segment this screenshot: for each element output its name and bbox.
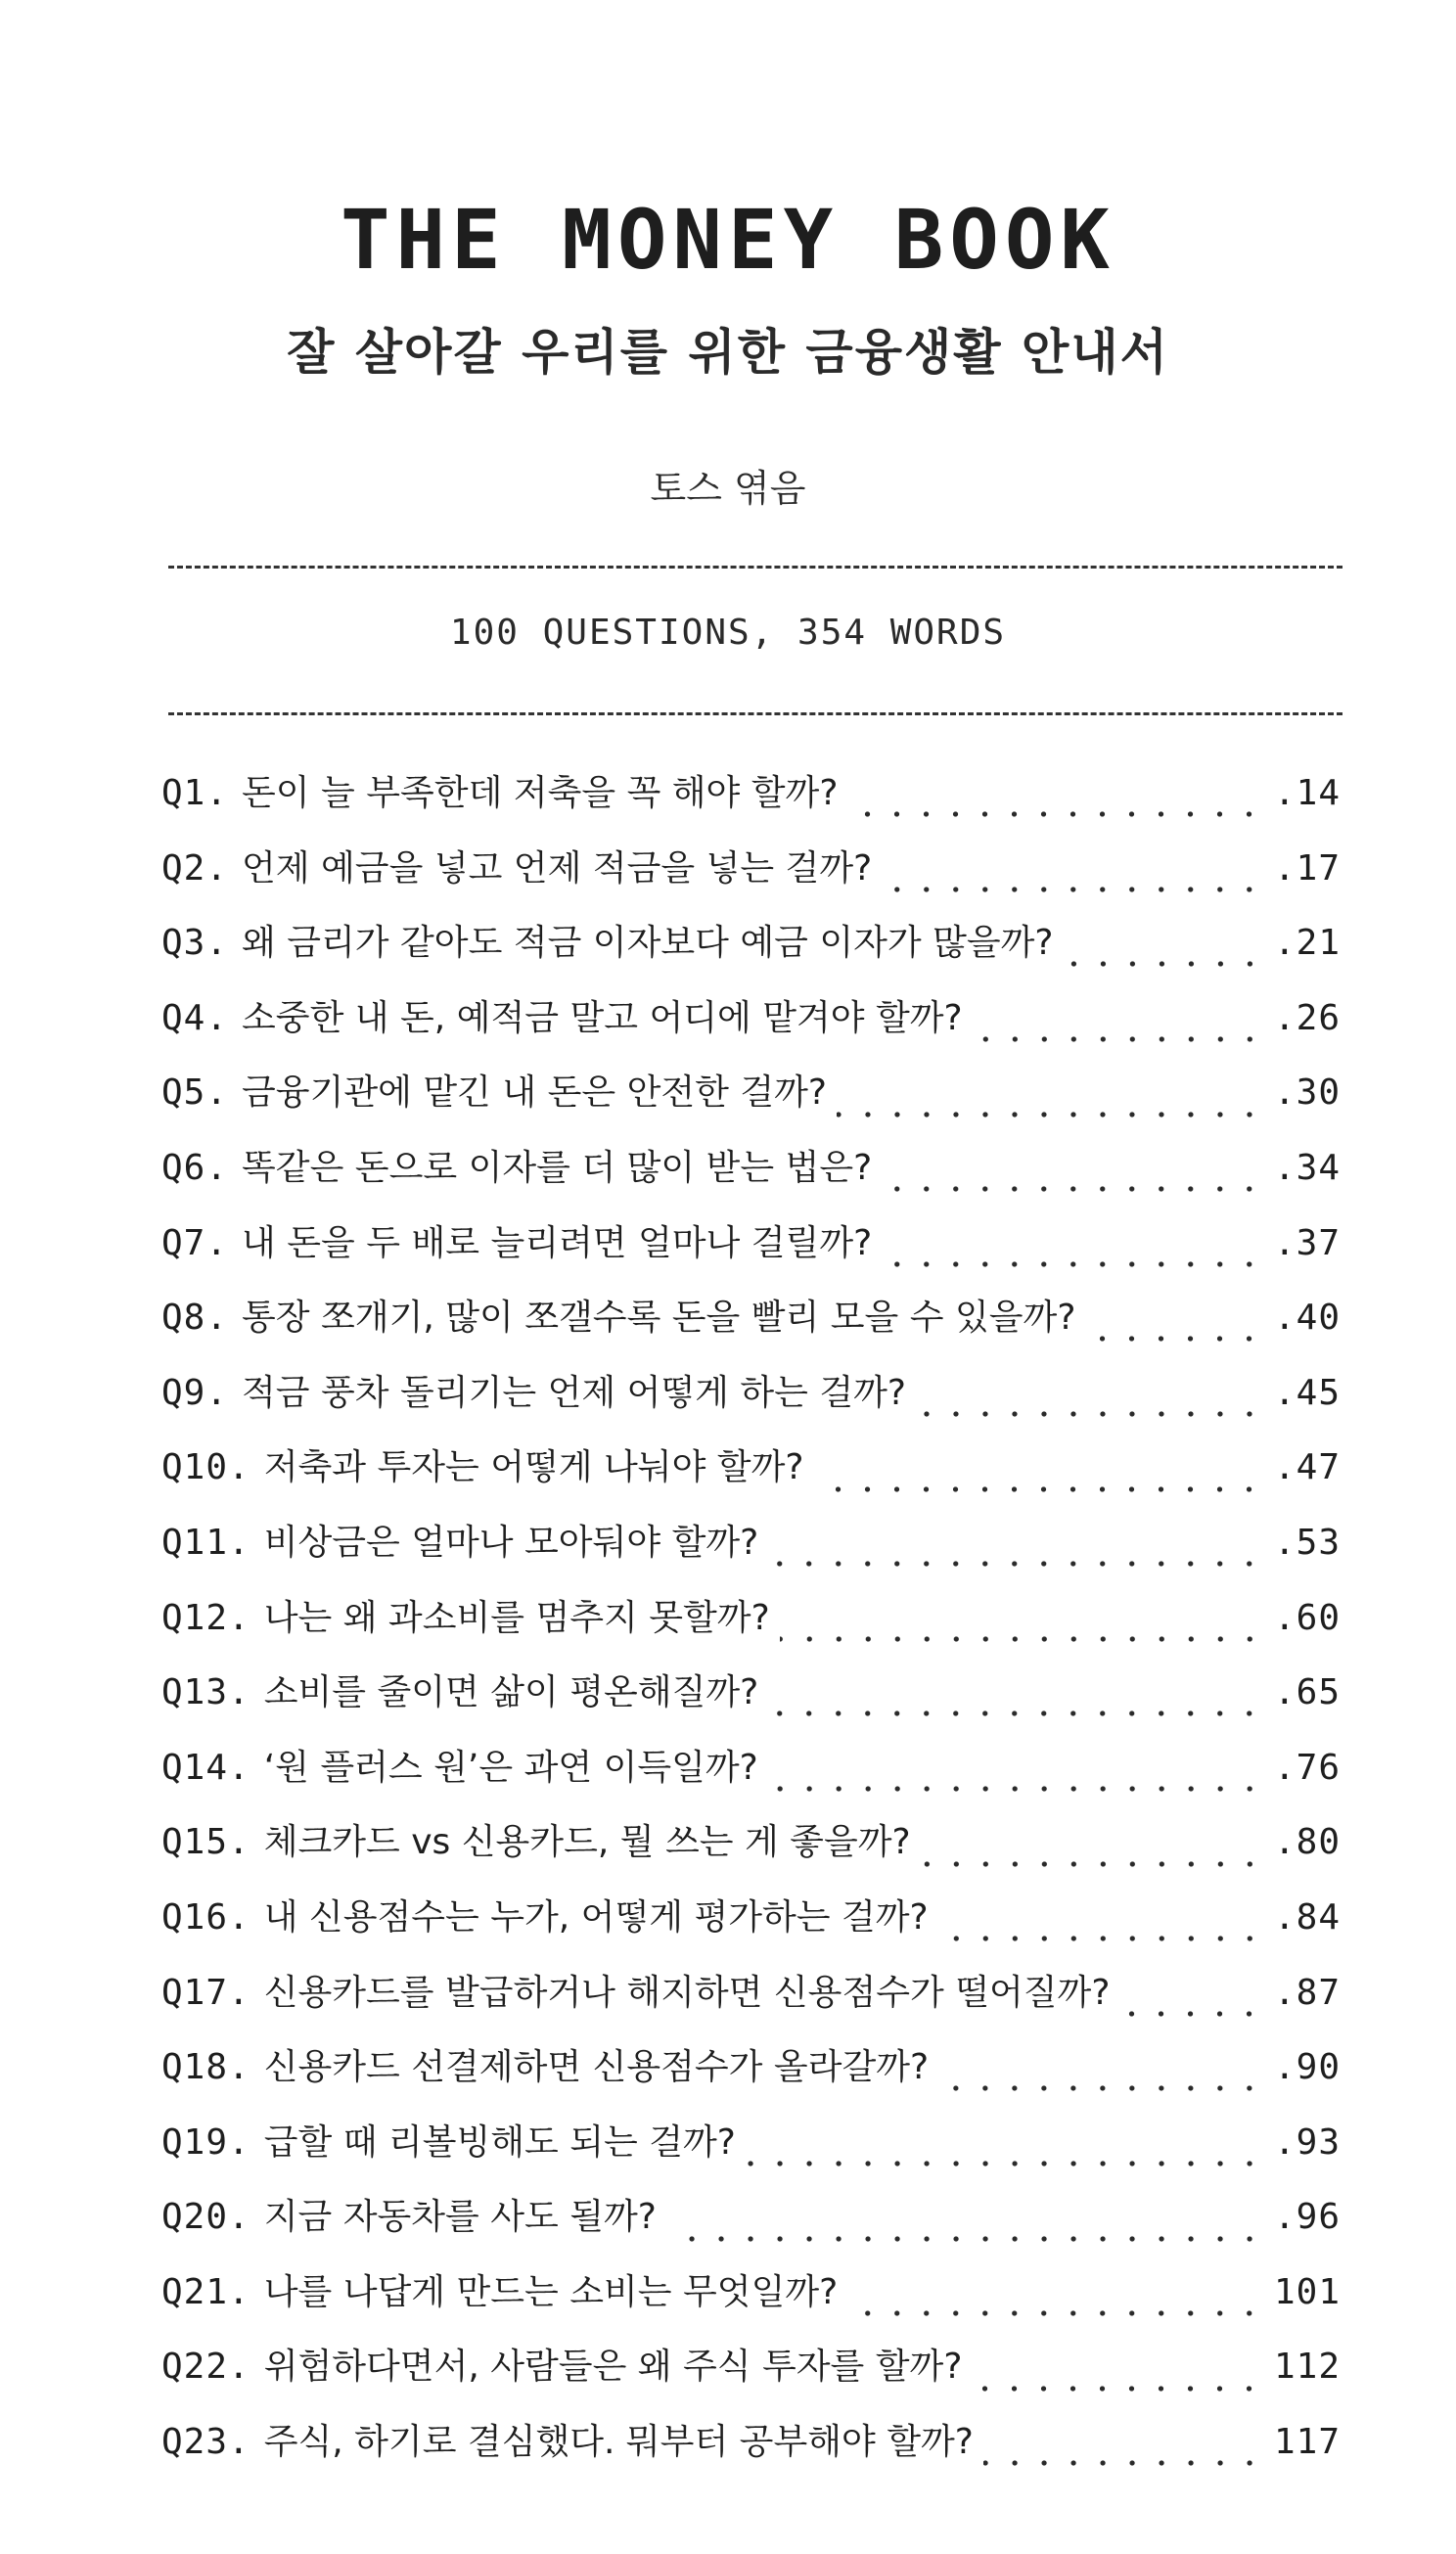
toc-entry — [161, 1215, 1341, 1291]
question-number: Q3. — [161, 923, 229, 964]
question-number: Q13. — [161, 1672, 250, 1713]
question-text: 나를 나답게 만드는 소비는 무엇일까? — [263, 2271, 839, 2312]
question-number: Q1. — [161, 773, 229, 813]
question-number: Q14. — [161, 1747, 250, 1788]
toc-entry — [161, 990, 1341, 1066]
question-number: Q5. — [161, 1072, 229, 1114]
question-text: 신용카드를 발급하거나 해지하면 신용점수가 떨어질까? — [263, 1972, 1111, 2013]
toc-entry — [161, 2264, 1341, 2340]
question-text: 통장 쪼개기, 많이 쪼갤수록 돈을 빨리 모을 수 있을까? — [242, 1298, 1076, 1339]
question-text: 지금 자동차를 사도 될까? — [263, 2197, 657, 2238]
page-number: .21 — [1273, 923, 1341, 964]
dashed-divider-top — [168, 566, 1342, 569]
page-number: .14 — [1273, 773, 1341, 813]
question-number: Q22. — [161, 2347, 250, 2388]
dot-leader — [837, 1112, 1264, 1117]
page-number: .76 — [1273, 1747, 1341, 1788]
dot-leader — [1064, 961, 1264, 967]
dot-leader — [847, 811, 1264, 817]
page-number: 101 — [1273, 2271, 1341, 2312]
question-number: Q2. — [161, 847, 229, 889]
question-text: ‘원 플러스 원’은 과연 이득일까? — [263, 1747, 758, 1788]
dot-leader — [768, 1786, 1264, 1792]
question-number: Q16. — [161, 1896, 250, 1938]
toc-entry — [161, 1439, 1341, 1515]
dot-leader — [916, 1411, 1264, 1417]
page-number: .40 — [1273, 1298, 1341, 1339]
toc-entry — [161, 2039, 1341, 2115]
question-text: 언제 예금을 넣고 언제 적금을 넣는 걸까? — [242, 847, 873, 889]
question-number: Q6. — [161, 1147, 229, 1188]
question-text: 위험하다면서, 사람들은 왜 주식 투자를 할까? — [263, 2347, 963, 2388]
toc-entry — [161, 1965, 1341, 2040]
toc-entry — [161, 1290, 1341, 1365]
page-number: .37 — [1273, 1222, 1341, 1263]
dot-leader — [813, 1486, 1264, 1492]
page-number: .30 — [1273, 1072, 1341, 1114]
question-text: 소비를 줄이면 삶이 평온해질까? — [263, 1672, 759, 1713]
question-text: 똑같은 돈으로 이자를 더 많이 받는 법은? — [242, 1147, 873, 1188]
dashed-divider-bottom — [168, 712, 1342, 715]
toc-entry — [161, 1665, 1341, 1740]
question-number: Q18. — [161, 2047, 250, 2088]
dot-leader — [972, 2386, 1264, 2392]
page-number: .53 — [1273, 1522, 1341, 1563]
question-number: Q23. — [161, 2422, 250, 2463]
dot-leader — [983, 2460, 1264, 2466]
book-editor: 토스 엮음 — [650, 467, 806, 510]
page-number: .26 — [1273, 997, 1341, 1038]
question-number: Q17. — [161, 1972, 250, 2013]
dot-leader — [847, 2310, 1264, 2316]
dot-leader — [1085, 1336, 1264, 1342]
dot-leader — [1119, 2011, 1264, 2017]
book-subtitle: 잘 살아갈 우리를 위한 금융생활 안내서 — [287, 324, 1169, 381]
page-number: .84 — [1273, 1896, 1341, 1938]
dot-leader — [780, 1636, 1264, 1642]
dot-leader — [768, 1710, 1264, 1716]
dot-leader — [882, 887, 1264, 892]
toc-entry — [161, 1140, 1341, 1215]
question-text: 신용카드 선결제하면 신용점수가 올라갈까? — [263, 2047, 930, 2088]
dot-leader — [973, 1036, 1264, 1042]
question-text: 내 돈을 두 배로 늘리려면 얼마나 걸릴까? — [242, 1222, 873, 1263]
dot-leader — [666, 2236, 1264, 2242]
dot-leader — [882, 1186, 1264, 1192]
toc-entry — [161, 915, 1341, 990]
question-text: 저축과 투자는 어떻게 나눠야 할까? — [263, 1447, 804, 1488]
toc-entry — [161, 1740, 1341, 1815]
question-number: Q9. — [161, 1372, 229, 1413]
book-title: THE MONEY BOOK — [340, 192, 1115, 289]
question-number: Q15. — [161, 1822, 250, 1863]
question-number: Q21. — [161, 2271, 250, 2312]
page-number: 112 — [1273, 2347, 1341, 2388]
page-number: .34 — [1273, 1147, 1341, 1188]
dot-leader — [938, 2085, 1264, 2091]
question-text: 비상금은 얼마나 모아둬야 할까? — [263, 1522, 759, 1563]
question-number: Q19. — [161, 2121, 250, 2163]
dot-leader — [938, 1936, 1264, 1941]
page-number: 117 — [1273, 2422, 1341, 2463]
question-count: 100 QUESTIONS, 354 WORDS — [449, 613, 1007, 653]
question-number: Q8. — [161, 1298, 229, 1339]
page-number: .60 — [1273, 1597, 1341, 1638]
question-text: 소중한 내 돈, 예적금 말고 어디에 맡겨야 할까? — [242, 997, 963, 1038]
question-text: 돈이 늘 부족한데 저축을 꼭 해야 할까? — [242, 773, 839, 813]
page-number: .47 — [1273, 1447, 1341, 1488]
toc-entry — [161, 1365, 1341, 1440]
page-number: .45 — [1273, 1372, 1341, 1413]
question-number: Q7. — [161, 1222, 229, 1263]
question-number: Q4. — [161, 997, 229, 1038]
page-number: .17 — [1273, 847, 1341, 889]
toc-entry — [161, 1590, 1341, 1665]
question-text: 내 신용점수는 누가, 어떻게 평가하는 걸까? — [263, 1896, 929, 1938]
question-text: 나는 왜 과소비를 멈추지 못할까? — [263, 1597, 770, 1638]
question-text: 체크카드 vs 신용카드, 뭘 쓰는 게 좋을까? — [263, 1822, 911, 1863]
toc-entry — [161, 2339, 1341, 2414]
page-number: .93 — [1273, 2121, 1341, 2163]
question-number: Q11. — [161, 1522, 250, 1563]
toc-entry — [161, 2414, 1341, 2489]
question-text: 급할 때 리볼빙해도 되는 걸까? — [263, 2121, 736, 2163]
question-text: 금융기관에 맡긴 내 돈은 안전한 걸까? — [242, 1072, 827, 1114]
toc-entry — [161, 1065, 1341, 1140]
question-text: 주식, 하기로 결심했다. 뭐부터 공부해야 할까? — [263, 2422, 974, 2463]
toc-entry — [161, 1814, 1341, 1890]
dot-leader — [746, 2161, 1264, 2166]
toc-entry — [161, 2189, 1341, 2264]
page-number: .80 — [1273, 1822, 1341, 1863]
dot-leader — [768, 1561, 1264, 1567]
dot-leader — [921, 1861, 1264, 1867]
dot-leader — [882, 1261, 1264, 1267]
question-text: 왜 금리가 같아도 적금 이자보다 예금 이자가 많을까? — [242, 923, 1054, 964]
toc-entry — [161, 1890, 1341, 1965]
toc-entry — [161, 841, 1341, 916]
page-number: .96 — [1273, 2197, 1341, 2238]
question-text: 적금 풍차 돌리기는 언제 어떻게 하는 걸까? — [242, 1372, 906, 1413]
question-number: Q10. — [161, 1447, 250, 1488]
page-number: .87 — [1273, 1972, 1341, 2013]
toc-entry — [161, 2115, 1341, 2190]
page-number: .90 — [1273, 2047, 1341, 2088]
table-of-contents — [161, 765, 1341, 2489]
question-number: Q20. — [161, 2197, 250, 2238]
page-number: .65 — [1273, 1672, 1341, 1713]
toc-entry — [161, 765, 1341, 841]
question-number: Q12. — [161, 1597, 250, 1638]
toc-entry — [161, 1515, 1341, 1590]
